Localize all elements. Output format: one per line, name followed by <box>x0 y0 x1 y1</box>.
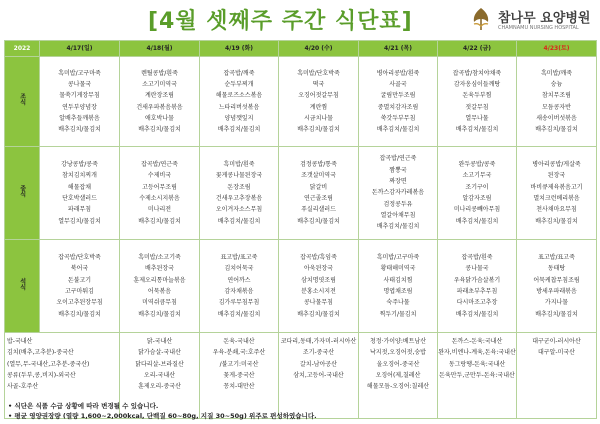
date-header-thu: 4/21 (목) <box>359 41 438 57</box>
menu-item: 우육닭가슴살볶기 <box>453 276 501 284</box>
menu-item: 잡곡밥/참치야채죽 <box>452 69 502 77</box>
menu-item: 가지나물 <box>544 299 569 307</box>
origin-item: 오징어(제,칠레산 <box>375 371 421 379</box>
origin-item: 닭가슴살-국내산 <box>138 349 181 357</box>
menu-item: 열갈아채무침 <box>380 211 416 219</box>
origin-item: 해물모듬-오징어:칠레산 <box>366 383 430 391</box>
menu-item: 아욱된장국 <box>304 265 333 273</box>
menu-cell <box>279 147 359 240</box>
menu-item: 푸실리샐러드 <box>301 206 336 214</box>
origin-item: 돈육-국내산 <box>223 338 255 345</box>
menu-cell <box>517 57 597 147</box>
menu-item: 렌틸콩밥/흰죽 <box>141 69 178 77</box>
menu-cell <box>517 147 597 240</box>
meal-row <box>5 57 597 147</box>
origin-item: 갈치-남아공산 <box>300 360 337 368</box>
menu-item: 찍두기/물김치 <box>379 310 417 318</box>
menu-item: 연어까스 <box>227 276 251 284</box>
menu-item: 열무나물 <box>465 114 489 122</box>
menu-cell <box>359 240 438 333</box>
meal-row <box>5 147 597 240</box>
menu-item: 배추김치/물김치 <box>297 126 340 134</box>
menu-item: 검정콩밥/통죽 <box>300 161 337 169</box>
menu-item: 배추김치/물김치 <box>217 310 261 318</box>
date-header-mon: 4/18(월) <box>120 41 200 57</box>
menu-item: 해물로즈소스볶음 <box>215 92 263 100</box>
menu-item: 돈장조림 <box>227 183 251 191</box>
menu-item: 콩나물무침 <box>304 299 333 307</box>
menu-item: 계란찜 <box>309 103 328 111</box>
menu-item: 천사채마요무침 <box>536 206 577 214</box>
menu-item: 배추김치/물김치 <box>535 126 578 134</box>
menu-item: 배추김치/물김치 <box>455 310 499 318</box>
menu-cell <box>200 57 279 147</box>
menu-item: 새송이버섯볶음 <box>536 114 577 122</box>
menu-item: 검정콩두유 <box>383 200 413 208</box>
origin-item: 닭다리살-브라질산 <box>135 360 184 368</box>
menu-item: 숭늉 <box>550 80 563 88</box>
menu-item: 중멸치감자조림 <box>377 103 419 111</box>
oak-leaf-logo-icon <box>468 6 494 32</box>
menu-item: 배추김치/물김치 <box>138 126 181 134</box>
menu-item: 병아리콩밥/게살죽 <box>532 161 581 169</box>
menu-item: 오징어젓갈무침 <box>298 92 339 100</box>
menu-item: 배추김치/물김치 <box>138 217 181 225</box>
menu-item: 조기구이 <box>465 183 489 191</box>
menu-item: 소고기미역국 <box>142 80 177 88</box>
origin-item: 동그랑땡-돈육:국내산 <box>448 360 506 368</box>
meal-label <box>5 147 40 240</box>
menu-item: 김치어묵국 <box>224 265 254 273</box>
menu-item: 미나리전 <box>147 206 172 214</box>
menu-item: 잡곡밥/흰죽 <box>461 254 493 262</box>
menu-item: 다시마조고추장 <box>456 299 498 307</box>
menu-item: 돈육두부찜 <box>462 92 492 100</box>
menu-item: 수제비국 <box>147 172 172 180</box>
origin-item: 대구군이-러시아산 <box>532 338 581 345</box>
menu-item: 배추김치/물김치 <box>376 126 420 134</box>
menu-item: 감자옹심이들깨탕 <box>453 80 501 88</box>
menu-item: 삼치명엿조림 <box>301 276 336 284</box>
menu-item: 배추김치/물김치 <box>535 217 578 225</box>
notes <box>8 401 598 421</box>
menu-item: 명엽채조림 <box>383 288 413 295</box>
menu-item: 방세우파래볶음 <box>536 288 577 295</box>
menu-item: 김가루무침무침 <box>218 299 260 307</box>
origin-item: 낙지젓,오징어젓,숭밥 <box>370 349 426 357</box>
menu-item: 떡국 <box>312 80 325 88</box>
origin-item: 오리-국내산 <box>143 371 176 379</box>
menu-item: 계란장조림 <box>145 92 174 100</box>
menu-item: 참치김치찌개 <box>62 172 97 180</box>
menu-item: 바비큐제육볶음고기 <box>530 183 583 191</box>
origin-item: 코다리,동태,가자미-러시아산 <box>280 338 357 345</box>
menu-item: 흑미밥/흰죽 <box>223 161 255 169</box>
date-header-row <box>5 41 597 57</box>
menu-item: 소고기무국 <box>462 172 492 180</box>
menu-item: 순두부찌개 <box>224 80 254 88</box>
menu-item: 쑥갓두부무침 <box>380 114 416 122</box>
menu-item: 꽃게콩나물된장국 <box>215 172 263 180</box>
menu-cell <box>120 57 200 147</box>
menu-item: 강낭콩밥/콩죽 <box>61 161 98 169</box>
menu-item: 오이겨자소스무침 <box>215 206 263 214</box>
menu-item: 고등어무조림 <box>142 183 177 191</box>
menu-item: 조갯살미역국 <box>301 172 336 180</box>
menu-item: 배추김치/물김치 <box>138 310 181 318</box>
menu-item: 파래무침 <box>67 206 92 214</box>
origin-item: /불고기:미국산 <box>219 360 259 368</box>
menu-item: 북어국 <box>70 265 89 273</box>
origin-item: 밥-국내산 <box>7 338 33 345</box>
menu-item: 흑미밥/고구마죽 <box>376 254 420 262</box>
menu-cell <box>200 240 279 333</box>
menu-cell <box>120 147 200 240</box>
menu-cell <box>359 147 438 240</box>
origin-item: 김치(배추,고추분)-중국산 <box>7 349 74 357</box>
menu-item: 돈불고기 <box>67 276 92 284</box>
menu-item: 잡곡밥/흑임죽 <box>300 254 337 262</box>
menu-item: 잡곡밥/단호박죽 <box>58 254 101 262</box>
menu-item: 단호박샐러드 <box>62 195 97 202</box>
origin-item: 닭-국내산 <box>146 338 173 345</box>
menu-item: 물쑥기게장무침 <box>59 92 100 100</box>
menu-item: 된장국 <box>547 172 566 180</box>
menu-cell <box>200 147 279 240</box>
origin-item: 청정·가이양:베트남산 <box>369 338 427 345</box>
menu-item: 알감자조림 <box>462 195 492 202</box>
menu-item: 느타리버섯볶음 <box>218 103 260 111</box>
menu-item: 배추김치/물김치 <box>455 217 499 225</box>
meal-label-text: 조식 <box>18 93 26 106</box>
menu-item: 짜장면 <box>389 178 407 186</box>
menu-item: 미나리콩빼아무침 <box>453 206 501 214</box>
note-text: 식단은 식품 수급 상황에 따라 변경될 수 있습니다. <box>14 402 159 410</box>
date-header-sat-today: 4/23(토) <box>517 41 597 57</box>
menu-cell <box>40 57 120 147</box>
menu-item: 배추김치/물김치 <box>455 126 499 134</box>
year-header: 2022 <box>5 41 40 57</box>
menu-item: 배추김치/물김치 <box>297 310 340 318</box>
menu-item: 열무김치/물김치 <box>58 217 101 225</box>
menu-item: 사골국 <box>389 80 407 88</box>
menu-item: 흑미밥/깨죽 <box>540 69 572 77</box>
date-header-tue: 4/19 (화) <box>200 41 279 57</box>
menu-item: 오이고추된장무침 <box>56 299 103 307</box>
menu-item: 흑미밥/단호박죽 <box>297 69 340 77</box>
menu-item: 모듬콩자반 <box>542 103 571 111</box>
meal-label-text: 석식 <box>18 277 26 290</box>
menu-cell <box>279 240 359 333</box>
menu-item: 잡곡밥/깨죽 <box>223 69 255 77</box>
menu-item: 짬뽕국 <box>389 166 407 174</box>
meal-label-text: 중식 <box>18 184 26 197</box>
menu-item: 황태해미역국 <box>380 265 416 273</box>
menu-item: 숙주나물 <box>386 299 410 307</box>
menu-item: 배추김치/물김치 <box>535 310 578 318</box>
menu-item: 굴림만두조림 <box>380 92 416 100</box>
origin-item: 사골-호주산 <box>7 383 39 391</box>
origin-item: (열무,무-국내산,고추분-중국산) <box>7 360 90 368</box>
origin-item: 조기-중국산 <box>302 349 335 357</box>
menu-item: 건새우고추장볶음 <box>215 195 263 202</box>
menu-item: 파래초부추무침 <box>456 288 498 295</box>
menu-item: 애호박나물 <box>145 114 174 122</box>
menu-item: 양념깻잎지 <box>224 114 254 122</box>
menu-item: 콩나물국 <box>67 80 92 88</box>
menu-item: 어묵케찹무침조림 <box>533 276 580 284</box>
menu-item: 시금치나물 <box>304 114 333 122</box>
origin-item: 대구알-미국산 <box>538 349 575 357</box>
menu-item: 콩나물국 <box>465 265 489 273</box>
menu-cell <box>438 240 517 333</box>
page-title: [4월 셋째주 주간 식단표] <box>148 9 413 34</box>
menu-item: 배추된장국 <box>145 265 174 273</box>
menu-item: 어묵볶음 <box>147 288 172 295</box>
origin-item: 돈육만두,군만두-돈육:국내산 <box>439 371 515 379</box>
menu-cell <box>438 57 517 147</box>
menu-item: 미역쉬큼무침 <box>142 299 177 307</box>
menu-cell <box>40 147 120 240</box>
note-line: • 평균 영양권장량 (열량 1,600~2,000kcal, 단백질 60~80g, 지질 30~50g) 위주로 편성하였습니다. <box>8 412 317 420</box>
note-line: • 식단은 식품 수급 상황에 따라 변경될 수 있습니다. <box>8 402 159 410</box>
origin-item: 돈까스-돈육:국내산 <box>451 338 503 345</box>
menu-item: 배추김치/물김치 <box>217 126 261 134</box>
menu-cell <box>517 240 597 333</box>
origin-item: 꽃게-중국산 <box>223 371 255 379</box>
origin-item: 우육-분쇄,국:호주산 <box>212 349 266 357</box>
page-header <box>0 0 600 40</box>
menu-item: 건새우파볶음볶음 <box>136 103 183 111</box>
hospital-logo <box>468 6 598 36</box>
menu-cell <box>279 57 359 147</box>
menu-item: 배추김치/물김치 <box>58 126 101 134</box>
meal-label <box>5 57 40 147</box>
meal-label <box>5 240 40 333</box>
menu-item: 흑미밥/소고기죽 <box>138 254 181 262</box>
menu-cell <box>40 240 120 333</box>
origin-item: 완자,비엔나-계육,돈육:국내산 <box>438 349 516 357</box>
menu-item: 배추김치/물김치 <box>217 217 261 225</box>
menu-item: 수제소시지볶음 <box>139 195 180 202</box>
date-header-fri: 4/22 (금) <box>438 41 517 57</box>
weekly-menu-table <box>4 40 597 419</box>
menu-item: 알배추들깨볶음 <box>59 114 100 122</box>
menu-item: 훈제오리통마늘볶음 <box>133 276 186 284</box>
menu-cell <box>120 240 200 333</box>
menu-item: 동태탕 <box>547 265 566 273</box>
menu-cell <box>359 57 438 147</box>
origin-item: 훈제오리-중국산 <box>138 383 181 391</box>
origin-item: 꽁치-대만산 <box>223 383 255 391</box>
date-header-wed: 4/20 (수) <box>279 41 359 57</box>
hospital-name: 참나무 요양병원 <box>498 11 591 26</box>
menu-item: 연두부양념장 <box>62 103 97 111</box>
menu-item: 배추김치/물김치 <box>376 223 420 231</box>
menu-item: 젓갈무침 <box>465 103 489 111</box>
note-text: 평균 영양권장량 (열량 1,600~2,000kcal, 단백질 60~80g, 지질 30~50g) 위주로 편성하였습니다. <box>14 412 317 420</box>
menu-item: 돈까스감자카레볶음 <box>371 189 425 197</box>
meal-row <box>5 240 597 333</box>
menu-item: 배추김치/물김치 <box>297 217 340 225</box>
menu-item: 흑미밥/고구마죽 <box>58 69 101 77</box>
menu-item: 완두콩밥/콩죽 <box>458 161 496 169</box>
menu-item: 닭갈비 <box>309 183 328 191</box>
origin-item: 울오징어-중국산 <box>376 360 420 368</box>
menu-item: 잡곡밥/연근죽 <box>141 161 178 169</box>
menu-item: 멸치크런베리볶음 <box>533 195 580 202</box>
menu-item: 참치무조림 <box>542 92 571 100</box>
menu-item: 분홍소시지전 <box>301 288 336 295</box>
menu-item: 표고밥/표고죽 <box>538 254 575 262</box>
menu-item: 해물잡채 <box>67 183 92 191</box>
menu-item: 감자채볶음 <box>224 288 254 295</box>
origin-item: 삼치,고등어-국내산 <box>293 371 344 379</box>
origin-item: 콩류(두부,콩,비지)-외국산 <box>7 371 76 379</box>
menu-item: 사태김치찜 <box>383 276 413 284</box>
menu-item: 표고밥/표고죽 <box>220 254 258 262</box>
hospital-english-name: CHAMNAMU NURSING HOSPITAL <box>498 25 579 31</box>
date-header-sun: 4/17(일) <box>40 41 120 57</box>
menu-item: 고구마튀김 <box>65 288 94 295</box>
menu-item: 병아리콩밥/흰죽 <box>376 69 420 77</box>
menu-item: 잡곡밥/연근죽 <box>379 155 417 163</box>
menu-item: 연근졸조림 <box>304 195 333 202</box>
menu-cell <box>438 147 517 240</box>
menu-item: 배추김치/물김치 <box>58 310 101 318</box>
